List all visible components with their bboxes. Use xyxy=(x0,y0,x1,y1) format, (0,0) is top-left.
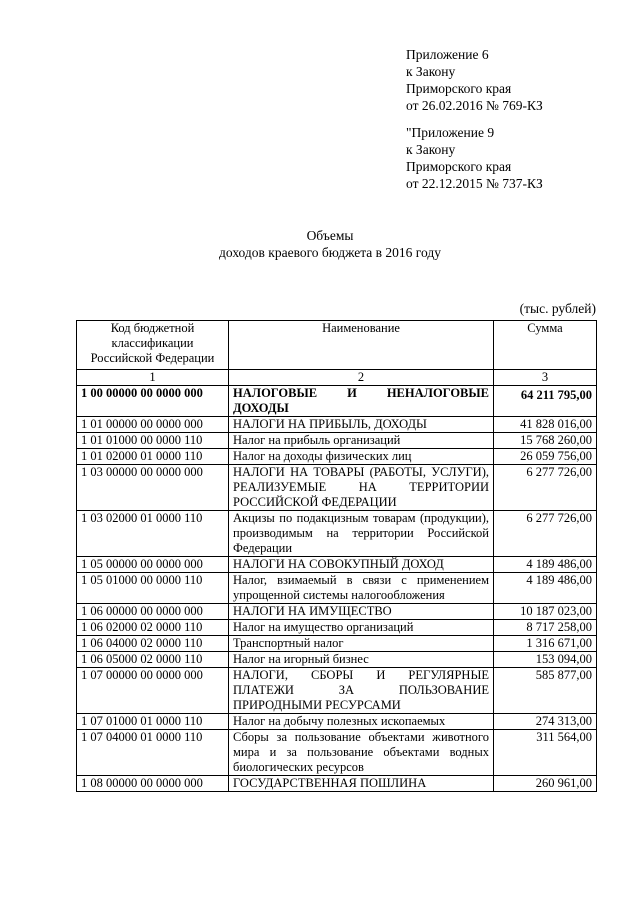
table-row xyxy=(77,730,597,776)
row-sum: 1 316 671,00 xyxy=(494,636,597,652)
appendix-line: к Закону xyxy=(406,142,456,157)
row-code: 1 06 04000 02 0000 110 xyxy=(77,636,229,652)
table-row xyxy=(77,776,597,792)
row-sum: 311 564,00 xyxy=(494,730,597,776)
column-number: 3 xyxy=(494,370,597,386)
row-sum: 26 059 756,00 xyxy=(494,449,597,465)
table-row xyxy=(77,465,597,511)
row-name: Налог на прибыль организаций xyxy=(229,433,494,449)
table-row xyxy=(77,604,597,620)
row-name: НАЛОГИ НА СОВОКУПНЫЙ ДОХОД xyxy=(229,557,494,573)
row-sum: 15 768 260,00 xyxy=(494,433,597,449)
document-title: Объемы xyxy=(306,228,354,243)
row-code: 1 07 01000 01 0000 110 xyxy=(77,714,229,730)
row-name: Транспортный налог xyxy=(229,636,494,652)
row-sum: 10 187 023,00 xyxy=(494,604,597,620)
row-name: Налог, взимаемый в связи с применением упрощенной системы налогообложения xyxy=(229,573,494,604)
row-name: НАЛОГИ НА ТОВАРЫ (РАБОТЫ, УСЛУГИ), РЕАЛИЗУЕМЫЕ НА ТЕРРИТОРИИ РОССИЙСКОЙ ФЕДЕРАЦИИ xyxy=(229,465,494,511)
table-row xyxy=(77,573,597,604)
row-code: 1 01 00000 00 0000 000 xyxy=(77,417,229,433)
table-row xyxy=(77,714,597,730)
row-sum: 41 828 016,00 xyxy=(494,417,597,433)
header-name: Наименование xyxy=(229,321,494,370)
appendix-line: "Приложение 9 xyxy=(406,125,495,140)
table-row xyxy=(77,652,597,668)
appendix-line: к Закону xyxy=(406,64,456,79)
row-code: 1 01 02000 01 0000 110 xyxy=(77,449,229,465)
row-name: НАЛОГИ, СБОРЫ И РЕГУЛЯРНЫЕ ПЛАТЕЖИ ЗА ПОЛЬЗОВАНИЕ ПРИРОДНЫМИ РЕСУРСАМИ xyxy=(229,668,494,714)
document-subtitle: доходов краевого бюджета в 2016 году xyxy=(219,245,441,260)
table-row xyxy=(77,668,597,714)
table-row xyxy=(77,386,597,417)
table-row xyxy=(77,511,597,557)
appendix-previous xyxy=(406,124,543,192)
row-code: 1 06 05000 02 0000 110 xyxy=(77,652,229,668)
row-code: 1 03 02000 01 0000 110 xyxy=(77,511,229,557)
column-number: 2 xyxy=(229,370,494,386)
row-name: НАЛОГИ НА ПРИБЫЛЬ, ДОХОДЫ xyxy=(229,417,494,433)
appendix-current xyxy=(406,46,543,114)
row-sum: 260 961,00 xyxy=(494,776,597,792)
row-name: Налог на игорный бизнес xyxy=(229,652,494,668)
row-sum: 153 094,00 xyxy=(494,652,597,668)
row-code: 1 07 00000 00 0000 000 xyxy=(77,668,229,714)
row-name: Налог на доходы физических лиц xyxy=(229,449,494,465)
row-name: НАЛОГОВЫЕ И НЕНАЛОГОВЫЕ ДОХОДЫ xyxy=(229,386,494,417)
row-sum: 64 211 795,00 xyxy=(494,386,597,417)
table-row xyxy=(77,417,597,433)
row-sum: 4 189 486,00 xyxy=(494,573,597,604)
row-code: 1 06 02000 02 0000 110 xyxy=(77,620,229,636)
column-number: 1 xyxy=(77,370,229,386)
row-name: Налог на имущество организаций xyxy=(229,620,494,636)
row-sum: 6 277 726,00 xyxy=(494,465,597,511)
row-name: Акцизы по подакцизным товарам (продукции), производимым на территории Российской Федерации xyxy=(229,511,494,557)
units-label: (тыс. рублей) xyxy=(519,301,596,316)
header-sum: Сумма xyxy=(494,321,597,370)
row-code: 1 00 00000 00 0000 000 xyxy=(77,386,229,417)
row-code: 1 06 00000 00 0000 000 xyxy=(77,604,229,620)
table-row xyxy=(77,449,597,465)
table-row xyxy=(77,636,597,652)
table-body xyxy=(77,386,597,792)
row-code: 1 05 01000 00 0000 110 xyxy=(77,573,229,604)
table-row xyxy=(77,620,597,636)
appendix-line: от 22.12.2015 № 737-КЗ xyxy=(406,176,543,191)
appendix-line: Приложение 6 xyxy=(406,47,489,62)
row-sum: 8 717 258,00 xyxy=(494,620,597,636)
row-code: 1 07 04000 01 0000 110 xyxy=(77,730,229,776)
appendix-line: Приморского края xyxy=(406,159,512,174)
header-code: Код бюджетной классификации Российской Федерации xyxy=(77,321,229,370)
row-sum: 585 877,00 xyxy=(494,668,597,714)
row-code: 1 03 00000 00 0000 000 xyxy=(77,465,229,511)
row-name: Налог на добычу полезных ископаемых xyxy=(229,714,494,730)
row-sum: 4 189 486,00 xyxy=(494,557,597,573)
row-code: 1 01 01000 00 0000 110 xyxy=(77,433,229,449)
revenue-table xyxy=(76,320,597,792)
appendix-line: Приморского края xyxy=(406,81,512,96)
row-code: 1 08 00000 00 0000 000 xyxy=(77,776,229,792)
row-name: ГОСУДАРСТВЕННАЯ ПОШЛИНА xyxy=(229,776,494,792)
table-row xyxy=(77,433,597,449)
appendix-line: от 26.02.2016 № 769-КЗ xyxy=(406,98,543,113)
row-name: Сборы за пользование объектами животного мира и за пользование объектами водных биологических ресурсов xyxy=(229,730,494,776)
table-row xyxy=(77,557,597,573)
row-sum: 6 277 726,00 xyxy=(494,511,597,557)
row-code: 1 05 00000 00 0000 000 xyxy=(77,557,229,573)
row-sum: 274 313,00 xyxy=(494,714,597,730)
row-name: НАЛОГИ НА ИМУЩЕСТВО xyxy=(229,604,494,620)
